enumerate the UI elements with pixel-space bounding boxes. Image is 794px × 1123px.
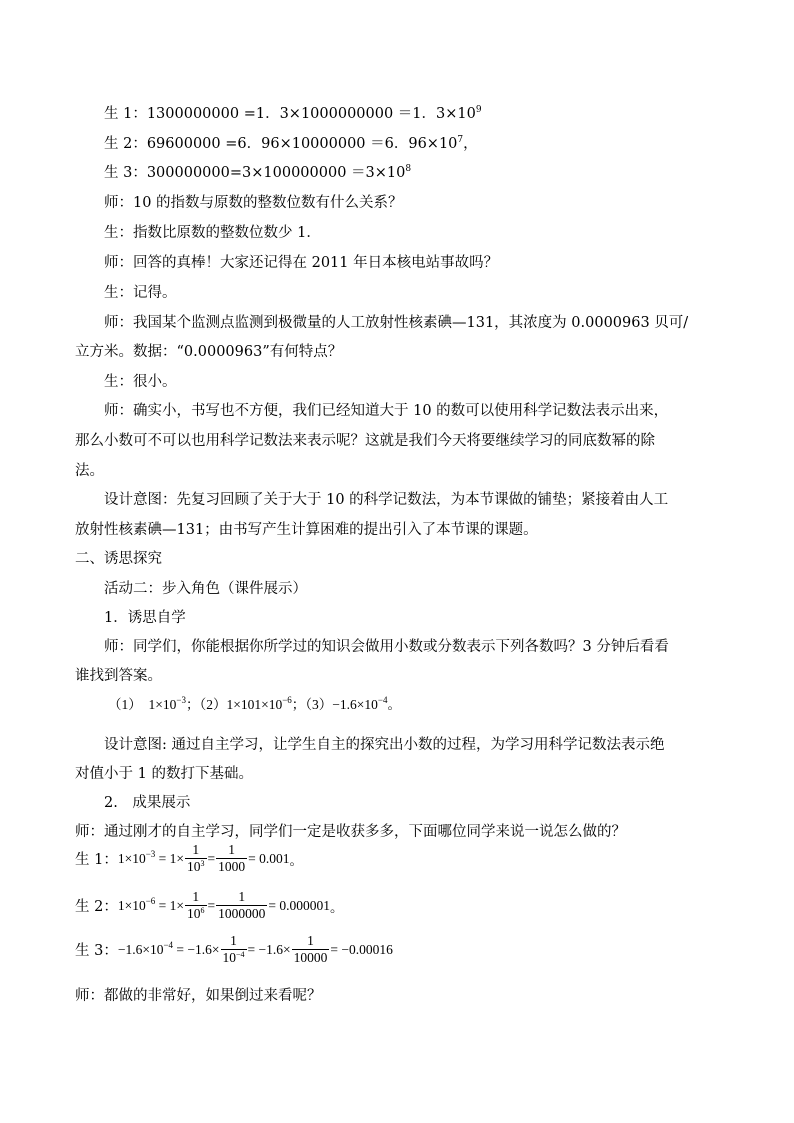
student-remember: 生：记得。 [104, 285, 177, 301]
student-small: 生：很小。 [104, 374, 177, 390]
student1-line: 生 1：1300000000 =1．3×1000000000 ＝1．$3\times 10^9$ [104, 105, 482, 122]
teacher-question-exponent: 师：10 的指数与原数的整数位数有什么关系？ [104, 195, 403, 211]
fraction: $\frac{1}{10000}$ [293, 933, 328, 965]
teacher-intro-line3: 法。 [75, 463, 104, 479]
design-intent-1-line2: 放射性核素碘—131；由书写产生计算困难的提出引入了本节课的课题。 [75, 522, 538, 538]
fraction: $\frac{1}{10^6}$ [187, 889, 205, 921]
teacher-praise: 师：回答的真棒！大家还记得在 2011 年日本核电站事故吗？ [104, 255, 499, 271]
fraction: $\frac{1}{10^3}$ [187, 842, 205, 874]
teacher-task-line1: 师：同学们，你能根据你所学过的知识会做用小数或分数表示下列各数吗？3 分钟后看看 [104, 639, 669, 655]
student3-line: 生 3：$300000000=3\times 100000000 =3\times 10^8$ [104, 164, 412, 181]
section-heading: 二、诱思探究 [75, 551, 162, 567]
activity-two: 活动二：步入角色（课件展示） [104, 581, 307, 597]
teacher-intro-line1: 师：确实小，书写也不方便，我们已经知道大于 10 的数可以使用科学记数法表示出来， [104, 403, 669, 419]
fraction: $\frac{1}{10^{-4}}$ [222, 933, 245, 965]
student2-answer: 生 2：$1\times 10^{-6} = 1\times$ $\frac{1}{10^6}$ = $\frac{1}{1000000}$ = 0.000001。 [75, 889, 344, 921]
teacher-iodine-line2: 立方米。数据：“0.0000963”有何特点？ [75, 344, 343, 360]
design-intent-1-line1: 设计意图：先复习回顾了关于大于 10 的科学记数法，为本节课做的铺垫；紧接着由人工 [104, 492, 669, 508]
teacher-task-line2: 谁找到答案。 [75, 668, 162, 684]
student3-answer: 生 3：$-1.6\times 10^{-4} = -1.6\times$ $\frac{1}{10^{-4}}$ = −1.6× $\frac{1}{10000}$ = −0.00016 [75, 933, 393, 965]
fraction: $\frac{1}{1000}$ [218, 842, 246, 874]
teacher-intro-line2: 那么小数可不可以也用科学记数法来表示呢？这就是我们今天将要继续学习的同底数幂的除 [75, 433, 655, 449]
student-answer-exponent: 生：指数比原数的整数位数少 1． [104, 225, 321, 241]
design-intent-2-line1: 设计意图: 通过自主学习，让学生自主的探究出小数的过程，为学习用科学记数法表示绝 [104, 737, 665, 753]
subsection-1: 1．诱思自学 [104, 610, 186, 626]
design-intent-2-line2: 对值小于 1 的数打下基础。 [75, 766, 253, 782]
teacher-iodine-line1: 师：我国某个监测点监测到极微量的人工放射性核素碘—131，其浓度为 0.0000963 贝可/ [104, 315, 689, 331]
student2-line: 生 2：69600000 =6．96×10000000 ＝6．$96\times 10^7$， [104, 135, 478, 152]
fraction: $\frac{1}{1000000}$ [218, 889, 266, 921]
subsection-2: 2. 成果展示 [104, 795, 191, 811]
teacher-ask-method: 师：通过刚才的自主学习，同学们一定是收获多多，下面哪位同学来说一说怎么做的？ [75, 824, 626, 840]
exercise-list: （1） $1\times 10^{-3}$；$(2)1\times 101\times 10^{-6}$；$(3)-1.6\times 10^{-4}$。 [108, 695, 401, 712]
teacher-reverse: 师：都做的非常好，如果倒过来看呢？ [75, 988, 322, 1004]
student1-answer: 生 1：$1\times 10^{-3} = 1\times$ $\frac{1}{10^3}$ = $\frac{1}{1000}$ = 0.001。 [75, 842, 304, 874]
